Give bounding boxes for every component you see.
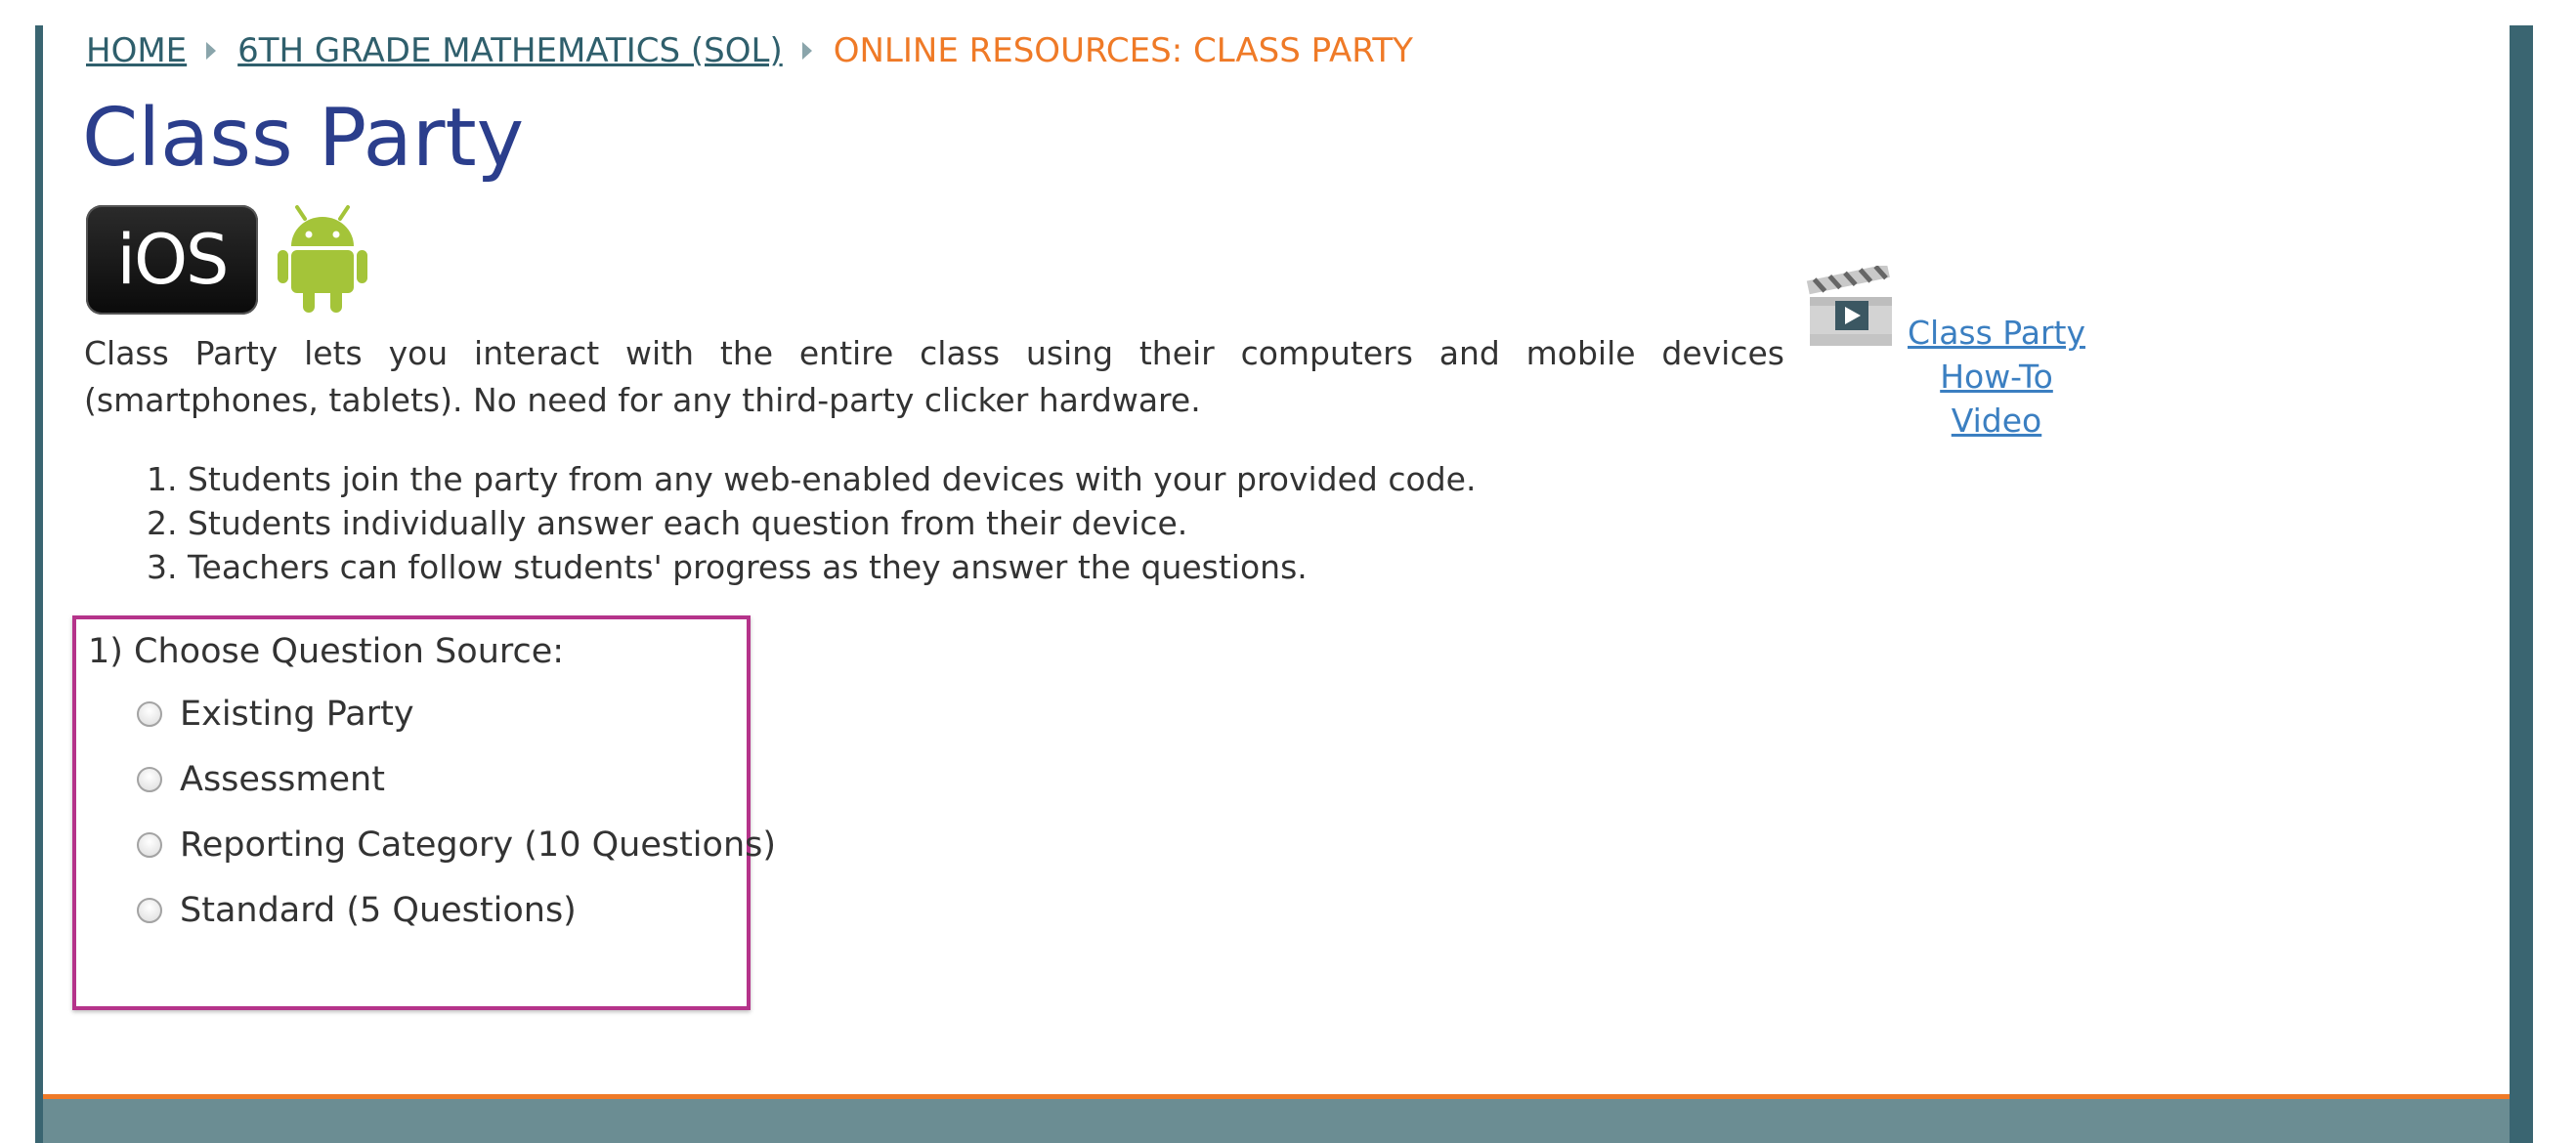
footer-band <box>43 1094 2510 1143</box>
radio-standard[interactable] <box>137 886 577 935</box>
video-clapperboard-icon[interactable] <box>1806 266 1896 356</box>
breadcrumb-home-link[interactable]: HOME <box>86 31 188 70</box>
breadcrumb-current: ONLINE RESOURCES: CLASS PARTY <box>833 31 1413 70</box>
video-link-line1: Class Party <box>1908 314 2085 352</box>
radio-existing-party[interactable] <box>137 690 414 739</box>
page-margin-right <box>2533 0 2576 1143</box>
radio-label: Existing Party <box>180 695 414 734</box>
radio-assessment[interactable] <box>137 755 385 804</box>
radio-label: Standard (5 Questions) <box>180 891 577 930</box>
radio-label: Assessment <box>180 760 385 799</box>
question-source-box <box>72 615 777 1010</box>
breadcrumb-course-link[interactable]: 6TH GRADE MATHEMATICS (SOL) <box>237 31 783 70</box>
breadcrumb <box>86 29 1413 72</box>
radio-button[interactable] <box>137 832 162 858</box>
breadcrumb-arrow-icon <box>206 42 216 60</box>
ios-badge-icon <box>86 205 258 315</box>
how-to-video-link[interactable] <box>1894 311 2099 443</box>
list-item: 1. Students join the party from any web-enabled devices with your provided code. <box>147 460 1477 498</box>
radio-button[interactable] <box>137 767 162 792</box>
steps-list <box>147 457 1476 589</box>
ios-badge-label: iOS <box>116 220 228 300</box>
frame-left-border <box>35 25 43 1143</box>
radio-button[interactable] <box>137 701 162 727</box>
radio-button[interactable] <box>137 898 162 923</box>
radio-label: Reporting Category (10 Questions) <box>180 826 777 865</box>
page-title: Class Party <box>82 92 525 185</box>
question-source-label: 1) Choose Question Source: <box>88 632 565 671</box>
frame-right-border <box>2510 25 2533 1143</box>
intro-text: Class Party lets you interact with the entire class using their computers and mobile devices (smartphones, tablets). No need for any third-party clicker hardware. <box>84 334 1784 419</box>
list-item: 3. Teachers can follow students' progress as they answer the questions. <box>147 548 1308 586</box>
android-icon <box>276 205 369 315</box>
page-margin-left <box>0 0 35 1143</box>
breadcrumb-arrow-icon <box>802 42 812 60</box>
video-link-line2: How-To Video <box>1940 358 2053 440</box>
list-item: 2. Students individually answer each question from their device. <box>147 504 1188 542</box>
radio-reporting-category[interactable] <box>137 821 776 869</box>
